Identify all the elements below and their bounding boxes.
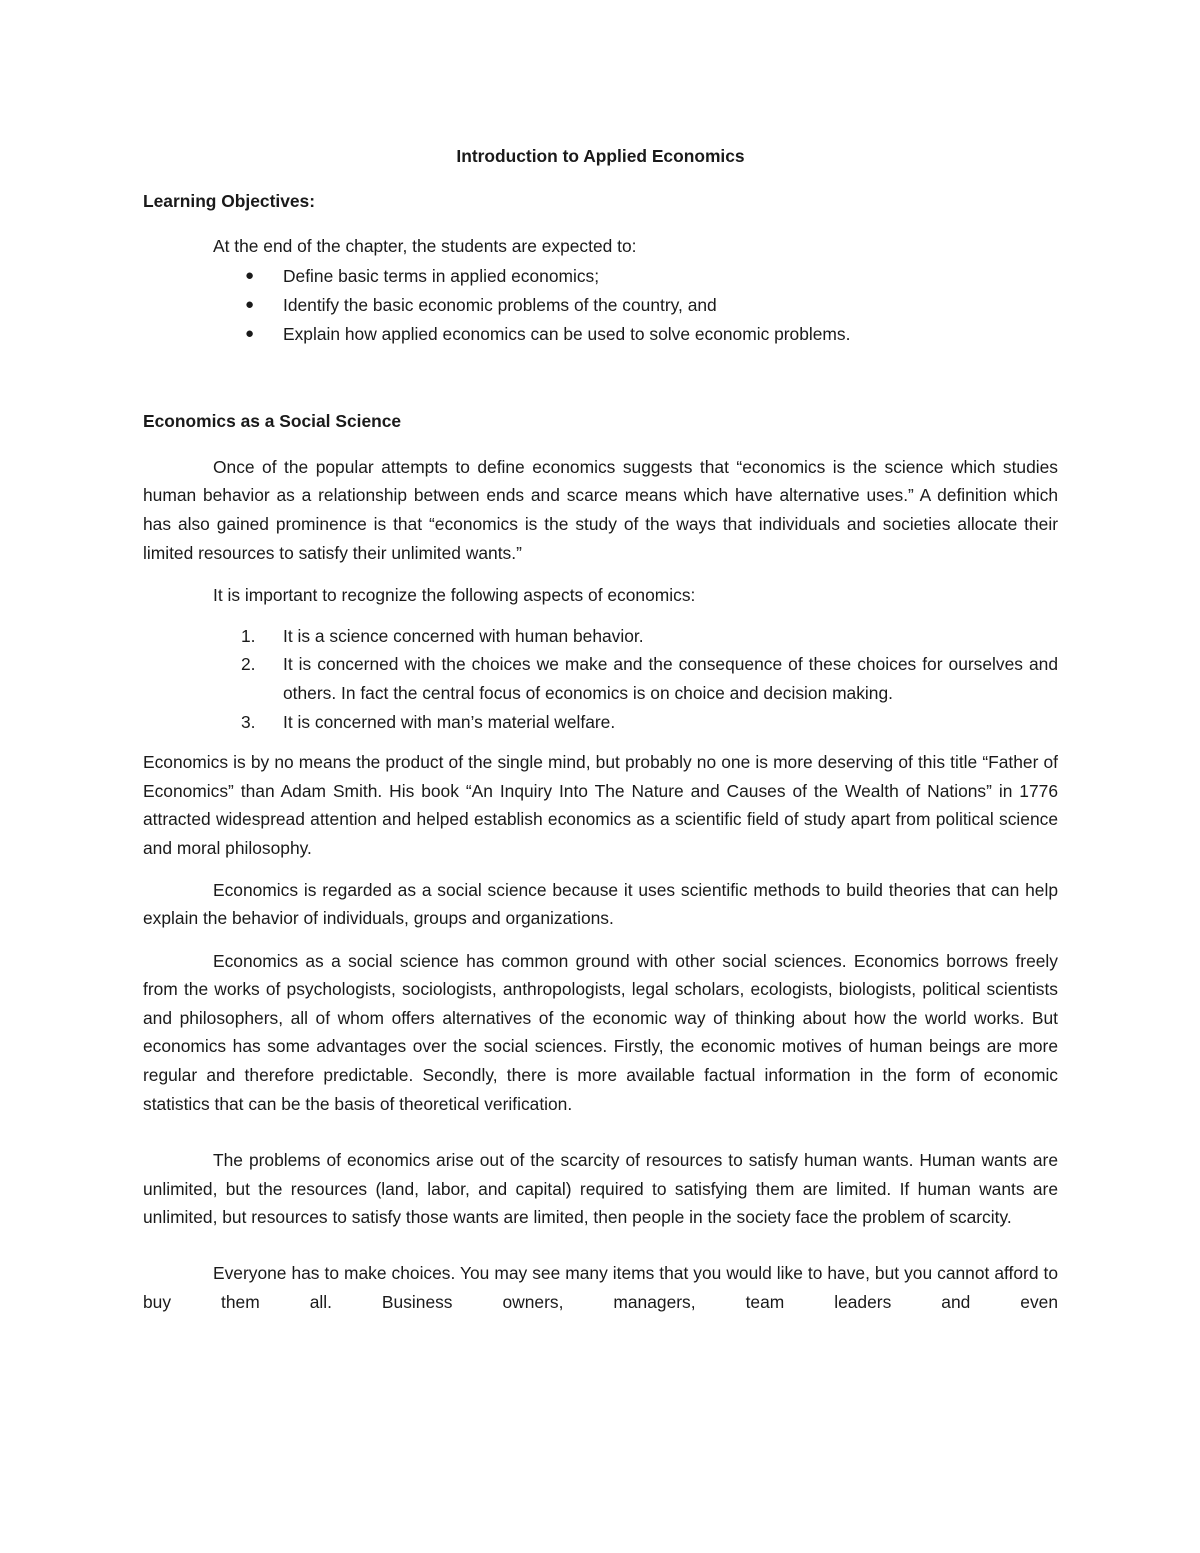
paragraph-social-science: Economics is regarded as a social science because it uses scientific methods to build theories that can help explain the behavior of individuals, groups and organizations. xyxy=(143,879,1058,929)
paragraph-choices: Everyone has to make choices. You may see many items that you would like to have, but you cannot afford to buy them all. Business owners, managers, team leaders and even xyxy=(143,1263,1058,1312)
section-heading: Economics as a Social Science xyxy=(143,411,402,432)
bullet-icon: ● xyxy=(245,296,255,314)
list-item-text: Explain how applied economics can be used to solve economic problems. xyxy=(283,324,851,345)
list-item-text: It is concerned with man’s material welfare. xyxy=(283,711,616,732)
paragraph-adam-smith: Economics is by no means the product of the single mind, but probably no one is more deserving of this title “Father of Economics” than Adam Smith. His book “An Inquiry Into The Nature and Causes of the Wealth of Nations” in 1776 attracted widespread attention and helped establish economics as a scientific field of study apart from political science and moral philosophy. xyxy=(143,752,1058,858)
learning-objectives-intro: At the end of the chapter, the students are expected to: xyxy=(213,235,637,256)
list-number: 2. xyxy=(241,654,256,675)
list-item xyxy=(143,708,1058,737)
bullet-icon: ● xyxy=(245,267,255,285)
page-content xyxy=(143,142,1058,1316)
bullet-icon: ● xyxy=(245,325,255,343)
paragraph-definition: Once of the popular attempts to define economics suggests that “economics is the science which studies human behavior as a relationship between ends and scarce means which have alternative uses.” A definition which has also gained prominence is that “economics is the study of the ways that individuals and societies allocate their limited resources to satisfy their unlimited wants.” xyxy=(143,456,1058,563)
aspects-list xyxy=(143,622,1058,736)
list-number: 3. xyxy=(241,711,256,732)
list-item xyxy=(143,650,1058,707)
document-title: Introduction to Applied Economics xyxy=(456,146,745,166)
list-item xyxy=(143,320,1058,349)
list-item xyxy=(143,262,1058,291)
list-number: 1. xyxy=(241,625,256,646)
list-item-text: It is concerned with the choices we make and the consequence of these choices for ourselves and others. In fact the central focus of economics is on choice and decision making. xyxy=(283,654,1058,703)
learning-objectives-heading: Learning Objectives: xyxy=(143,191,316,211)
learning-objectives-list xyxy=(143,262,1058,349)
list-item-text: Identify the basic economic problems of the country, and xyxy=(283,295,717,316)
aspects-intro: It is important to recognize the following aspects of economics: xyxy=(213,585,696,606)
list-item-text: It is a science concerned with human behavior. xyxy=(283,625,644,646)
paragraph-scarcity: The problems of economics arise out of the scarcity of resources to satisfy human wants. Human wants are unlimited, but the resources (land, labor, and capital) required to satisfying them are limited. If human wants are unlimited, but resources to satisfy those wants are limited, then people in the society face the problem of scarcity. xyxy=(143,1150,1058,1228)
list-item xyxy=(143,622,1058,651)
paragraph-common-ground: Economics as a social science has common ground with other social sciences. Economics borrows freely from the works of psychologists, sociologists, anthropologists, legal scholars, ecologists, biologists, political scientists and philosophers, all of whom offers alternatives of the economic way of thinking about how the world works. But economics has some advantages over the social sciences. Firstly, the economic motives of human beings are more regular and therefore predictable. Secondly, there is more available factual information in the form of economic statistics that can be the basis of theoretical verification. xyxy=(143,950,1058,1114)
list-item-text: Define basic terms in applied economics; xyxy=(283,266,600,287)
list-item xyxy=(143,291,1058,320)
